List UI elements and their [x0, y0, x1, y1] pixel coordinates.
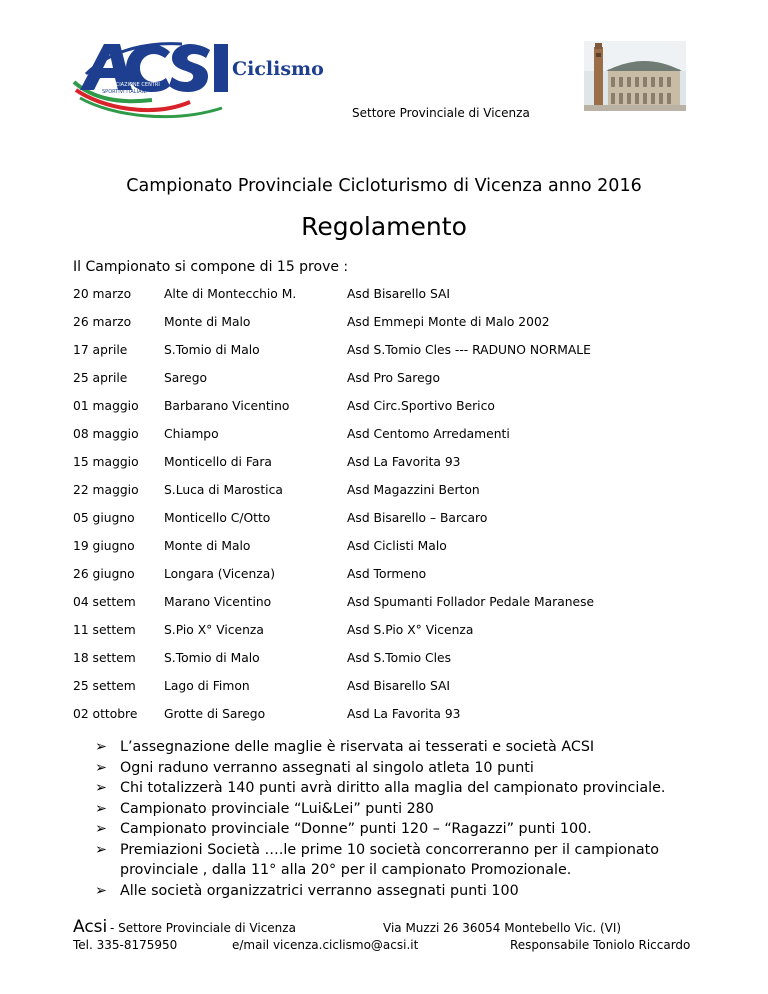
race-date: 04 settem [73, 595, 136, 609]
arrow-bullet-icon: ➢ [95, 780, 107, 796]
logo-ciclismo-text: Ciclismo [232, 58, 324, 80]
footer-acsi: Acsi [73, 917, 108, 937]
race-club: Asd Magazzini Berton [347, 483, 480, 497]
arrow-bullet-icon: ➢ [95, 739, 107, 755]
race-row [73, 455, 693, 483]
race-club: Asd S.Pio X° Vicenza [347, 623, 474, 637]
race-place: Monticello C/Otto [164, 511, 271, 525]
race-place: Barbarano Vicentino [164, 399, 290, 413]
race-club: Asd La Favorita 93 [347, 455, 461, 469]
basilica-photo [584, 41, 686, 111]
footer-sector: - Settore Provinciale di Vicenza [110, 921, 296, 935]
race-date: 17 aprile [73, 343, 128, 357]
race-date: 22 maggio [73, 483, 139, 497]
arrow-bullet-icon: ➢ [95, 821, 107, 837]
race-date: 11 settem [73, 623, 136, 637]
race-place: S.Luca di Marostica [164, 483, 283, 497]
race-row [73, 371, 693, 399]
race-row [73, 287, 693, 315]
race-club: Asd Ciclisti Malo [347, 539, 447, 553]
race-date: 15 maggio [73, 455, 139, 469]
race-club: Asd Spumanti Follador Pedale Maranese [347, 595, 595, 609]
rule-item [95, 840, 695, 881]
race-row [73, 315, 693, 343]
race-place: Chiampo [164, 427, 219, 441]
footer-line-1 [73, 917, 693, 939]
race-row [73, 483, 693, 511]
footer-line-2 [73, 938, 693, 954]
footer-phone: Tel. 335-8175950 [73, 938, 178, 952]
race-place: Sarego [164, 371, 208, 385]
race-calendar [73, 287, 693, 735]
race-club: Asd Bisarello SAI [347, 679, 451, 693]
race-date: 25 aprile [73, 371, 128, 385]
rule-item [95, 881, 695, 902]
rule-text: Campionato provinciale “Donne” punti 120 – “Ragazzi” punti 100. [120, 821, 592, 837]
race-date: 01 maggio [73, 399, 139, 413]
race-club: Asd Emmepi Monte di Malo 2002 [347, 315, 550, 329]
race-date: 05 giugno [73, 511, 135, 525]
race-place: Monte di Malo [164, 539, 251, 553]
race-date: 25 settem [73, 679, 136, 693]
race-club: Asd Circ.Sportivo Berico [347, 399, 495, 413]
document-subtitle: Regolamento [301, 212, 467, 241]
rule-item [95, 737, 695, 758]
race-row [73, 399, 693, 427]
race-place: Alte di Montecchio M. [164, 287, 297, 301]
rule-text: Alle società organizzatrici verranno assegnati punti 100 [120, 882, 519, 899]
race-place: S.Tomio di Malo [164, 343, 260, 357]
rule-text: Premiazioni Società ….le prime 10 società concorreranno per il campionato provinciale , dalla 11° alla 20° per il campionato Promozionale. [120, 841, 659, 878]
footer-address: Via Muzzi 26 36054 Montebello Vic. (VI) [383, 921, 622, 935]
race-place: Monte di Malo [164, 315, 251, 329]
race-row [73, 623, 693, 651]
race-row [73, 679, 693, 707]
header-sector: Settore Provinciale di Vicenza [352, 106, 530, 120]
race-place: Lago di Fimon [164, 679, 250, 693]
race-date: 02 ottobre [73, 707, 138, 721]
race-club: Asd Bisarello SAI [347, 287, 451, 301]
race-place: Longara (Vicenza) [164, 567, 276, 581]
arrow-bullet-icon: ➢ [95, 841, 107, 858]
logo-tagline: ASSOCIAZIONE CENTRI [102, 82, 160, 88]
race-place: Marano Vicentino [164, 595, 272, 609]
footer-responsible: Responsabile Toniolo Riccardo [510, 938, 691, 952]
intro-text: Il Campionato si compone di 15 prove : [73, 259, 349, 275]
acsi-ciclismo-logo [72, 38, 324, 124]
race-row [73, 651, 693, 679]
race-date: 26 giugno [73, 567, 135, 581]
race-place: S.Pio X° Vicenza [164, 623, 264, 637]
arrow-bullet-icon: ➢ [95, 800, 107, 817]
race-date: 08 maggio [73, 427, 139, 441]
race-date: 26 marzo [73, 315, 132, 329]
race-row [73, 343, 693, 371]
rule-item [95, 819, 695, 840]
race-club: Asd Pro Sarego [347, 371, 440, 385]
race-row [73, 707, 693, 735]
svg-text:SPORTIVI ITALIANI: SPORTIVI ITALIANI [102, 89, 147, 95]
race-date: 20 marzo [73, 287, 132, 301]
rule-text: L’assegnazione delle maglie è riservata ai tesserati e società ACSI [120, 739, 595, 755]
race-date: 19 giugno [73, 539, 135, 553]
rule-text: Campionato provinciale “Lui&Lei” punti 280 [120, 800, 434, 817]
rule-item [95, 778, 695, 799]
race-place: Grotte di Sarego [164, 707, 266, 721]
race-row [73, 567, 693, 595]
race-place: S.Tomio di Malo [164, 651, 260, 665]
rule-text: Ogni raduno verranno assegnati al singolo atleta 10 punti [120, 759, 534, 776]
arrow-bullet-icon: ➢ [95, 882, 107, 899]
document-title: Campionato Provinciale Cicloturismo di Vicenza anno 2016 [126, 176, 642, 196]
arrow-bullet-icon: ➢ [95, 759, 107, 776]
rules-list [95, 737, 695, 901]
race-row [73, 427, 693, 455]
race-club: Asd Tormeno [347, 567, 427, 581]
race-club: Asd S.Tomio Cles --- RADUNO NORMALE [347, 343, 591, 357]
race-club: Asd S.Tomio Cles [347, 651, 451, 665]
rule-item [95, 758, 695, 779]
race-club: Asd Bisarello – Barcaro [347, 511, 488, 525]
race-row [73, 539, 693, 567]
race-row [73, 595, 693, 623]
footer-email: e/mail vicenza.ciclismo@acsi.it [232, 938, 419, 952]
rule-text: Chi totalizzerà 140 punti avrà diritto alla maglia del campionato provinciale. [120, 780, 666, 796]
race-club: Asd La Favorita 93 [347, 707, 461, 721]
race-club: Asd Centomo Arredamenti [347, 427, 510, 441]
rule-item [95, 799, 695, 820]
race-place: Monticello di Fara [164, 455, 272, 469]
race-date: 18 settem [73, 651, 136, 665]
race-row [73, 511, 693, 539]
